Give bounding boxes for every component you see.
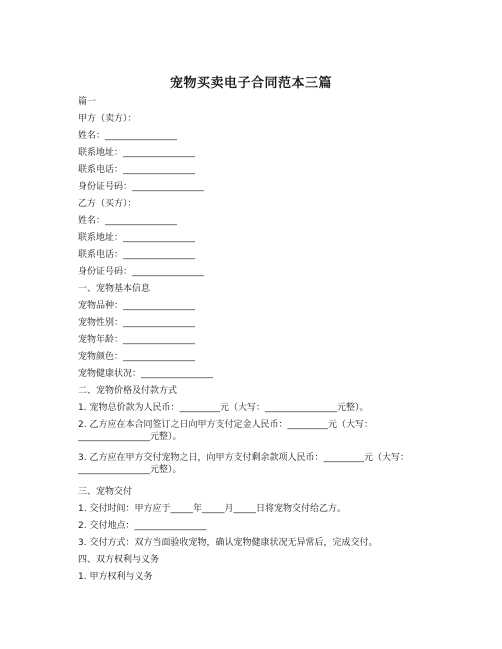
price-payment-heading: 二、宠物价格及付款方式 xyxy=(78,386,178,396)
delivery-heading: 三、宠物交付 xyxy=(78,487,133,497)
price-clause-1: 1. 宠物总价款为人民币：_________元（大写：________________元整）。 xyxy=(78,403,369,413)
pet-health: 宠物健康状况：________________ xyxy=(78,369,214,379)
delivery-location: 2. 交付地点：________________ xyxy=(78,521,207,531)
pet-gender: 宠物性别：________________ xyxy=(78,318,196,328)
pet-age: 宠物年龄：________________ xyxy=(78,335,196,345)
party-b-heading: 乙方（买方）： xyxy=(78,199,137,209)
party-a-id: 身份证号码：________________ xyxy=(78,182,205,192)
price-clause-2: 2. 乙方应在本合同签订之日向甲方支付定金人民币：_________元（大写：________________元整）。 xyxy=(78,420,373,442)
pet-breed: 宠物品种：________________ xyxy=(78,301,196,311)
pet-info-heading: 一、宠物基本信息 xyxy=(78,284,151,294)
party-b-name: 姓名：________________ xyxy=(78,216,178,226)
delivery-method: 3. 交付方式：双方当面验收宠物，确认宠物健康状况无异常后，完成交付。 xyxy=(78,538,378,548)
party-b-id: 身份证号码：________________ xyxy=(78,267,205,277)
delivery-time: 1. 交付时间：甲方应于_____年_____月_____日将宠物交付给乙方。 xyxy=(78,504,346,514)
party-b-address: 联系地址：________________ xyxy=(78,233,196,243)
price-clause-3: 3. 乙方应在甲方交付宠物之日，向甲方支付剩余款项人民币：_________元（大写：________________元整）。 xyxy=(78,453,409,475)
party-a-name: 姓名：________________ xyxy=(78,131,178,141)
party-a-address: 联系地址：________________ xyxy=(78,148,196,158)
party-b-phone: 联系电话：________________ xyxy=(78,250,196,260)
party-a-heading: 甲方（卖方）： xyxy=(78,114,137,124)
pet-color: 宠物颜色：________________ xyxy=(78,352,196,362)
document-title: 宠物买卖电子合同范本三篇 xyxy=(169,76,332,91)
party-a-phone: 联系电话：________________ xyxy=(78,165,196,175)
rights-obligations-heading: 四、双方权利与义务 xyxy=(78,555,160,565)
party-a-rights: 1. 甲方权利与义务 xyxy=(78,572,153,582)
section-heading: 篇一 xyxy=(78,97,97,107)
